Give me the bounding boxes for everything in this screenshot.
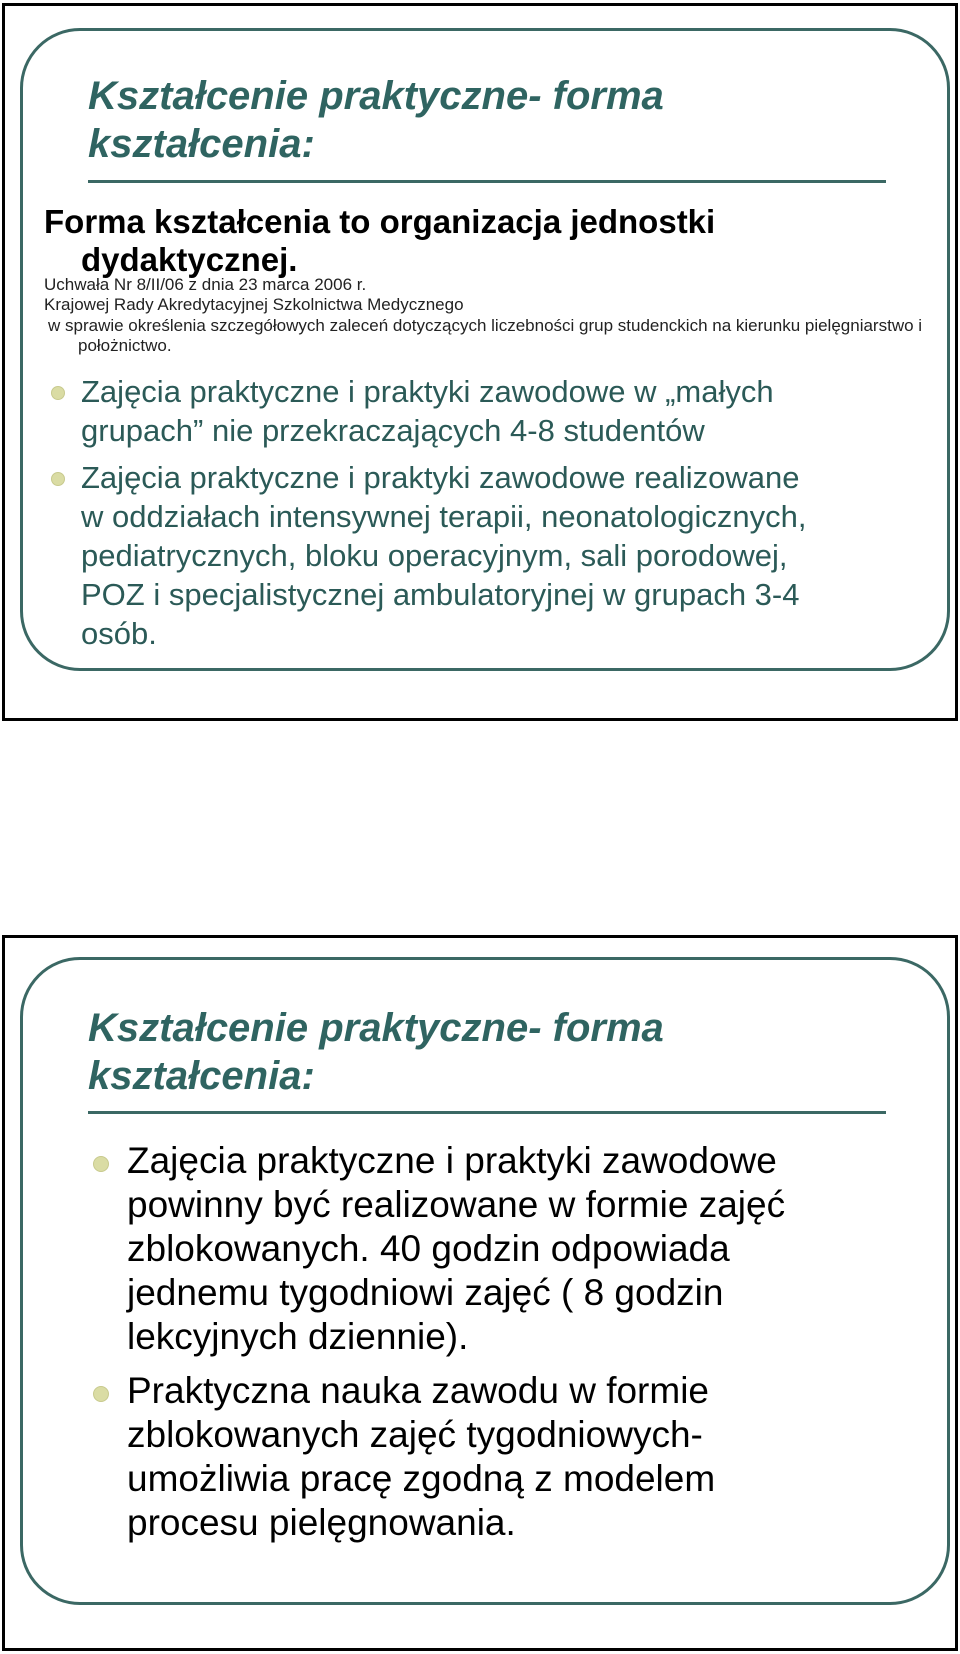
slide-2-title-line-1: Kształcenie praktyczne- forma [88,1006,664,1050]
bullet-dot-icon [93,1386,109,1402]
reference-council: Krajowej Rady Akredytacyjnej Szkolnictwa Medycznego [44,295,464,314]
slide-2-bullet-line: zblokowanych zajęć tygodniowych- [127,1414,703,1455]
slide-1-bullet-line: POZ i specjalistycznej ambulatoryjnej w grupach 3-4 [81,577,800,612]
slide-1-lead-line-1: Forma kształcenia to organizacja jednostki [44,203,716,240]
slide-1-bullet-line: Zajęcia praktyczne i praktyki zawodowe w „małych [81,374,774,409]
slide-2-bullet-line: lekcyjnych dziennie). [127,1316,469,1357]
slide-2-bullet-line: procesu pielęgnowania. [127,1502,516,1543]
slide-1-title-line-2: kształcenia: [88,122,315,166]
reference-subject: w sprawie określenia szczegółowych zaleceń dotyczących liczebności grup studenckich na kierunku pielęgniarstwo i [48,316,923,335]
slide-1-bullet-line: osób. [81,616,157,651]
slide-2-bullet-line: jednemu tygodniowi zajęć ( 8 godzin [127,1272,724,1313]
slide-2-bullet-line: umożliwia pracę zgodną z modelem [127,1458,716,1499]
slide-1-bullet-list [81,372,931,661]
slide-1-bullet-line: w oddziałach intensywnej terapii, neonatologicznych, [81,499,807,534]
slide-1-title [88,72,664,168]
bullet-dot-icon [51,386,65,400]
slide-2-bullet-list [127,1139,927,1555]
slide-1-bullet-line: grupach” nie przekraczających 4-8 studentów [81,413,705,448]
slide-2-bullet-item [127,1139,927,1359]
slide-1-title-line-1: Kształcenie praktyczne- forma [88,74,664,118]
slide-2-title [88,1004,664,1100]
slide-1-bullet-item [81,458,931,653]
slide-1-bullet-line: pediatrycznych, bloku operacyjnym, sali porodowej, [81,538,788,573]
slide-2-title-rule [88,1111,886,1114]
reference-subject-cont: położnictwo. [78,336,172,355]
bullet-dot-icon [93,1156,109,1172]
slide-2-bullet-line: zblokowanych. 40 godzin odpowiada [127,1228,730,1269]
slide-2-bullet-line: Zajęcia praktyczne i praktyki zawodowe [127,1140,777,1181]
slide-1-title-rule [88,180,886,183]
slide-2-bullet-line: powinny być realizowane w formie zajęć [127,1184,786,1225]
slide-2-bullet-line: Praktyczna nauka zawodu w formie [127,1370,709,1411]
slide-2-bullet-item [127,1369,927,1545]
slide-1-lead-line-2: dydaktycznej. [81,241,298,278]
slide-1-bullet-line: Zajęcia praktyczne i praktyki zawodowe realizowane [81,460,800,495]
reference-resolution: Uchwała Nr 8/II/06 z dnia 23 marca 2006 r. [44,275,367,294]
bullet-dot-icon [51,472,65,486]
slide-2-title-line-2: kształcenia: [88,1054,315,1098]
slide-1-lead [44,203,904,279]
slide-1-bullet-item [81,372,931,450]
